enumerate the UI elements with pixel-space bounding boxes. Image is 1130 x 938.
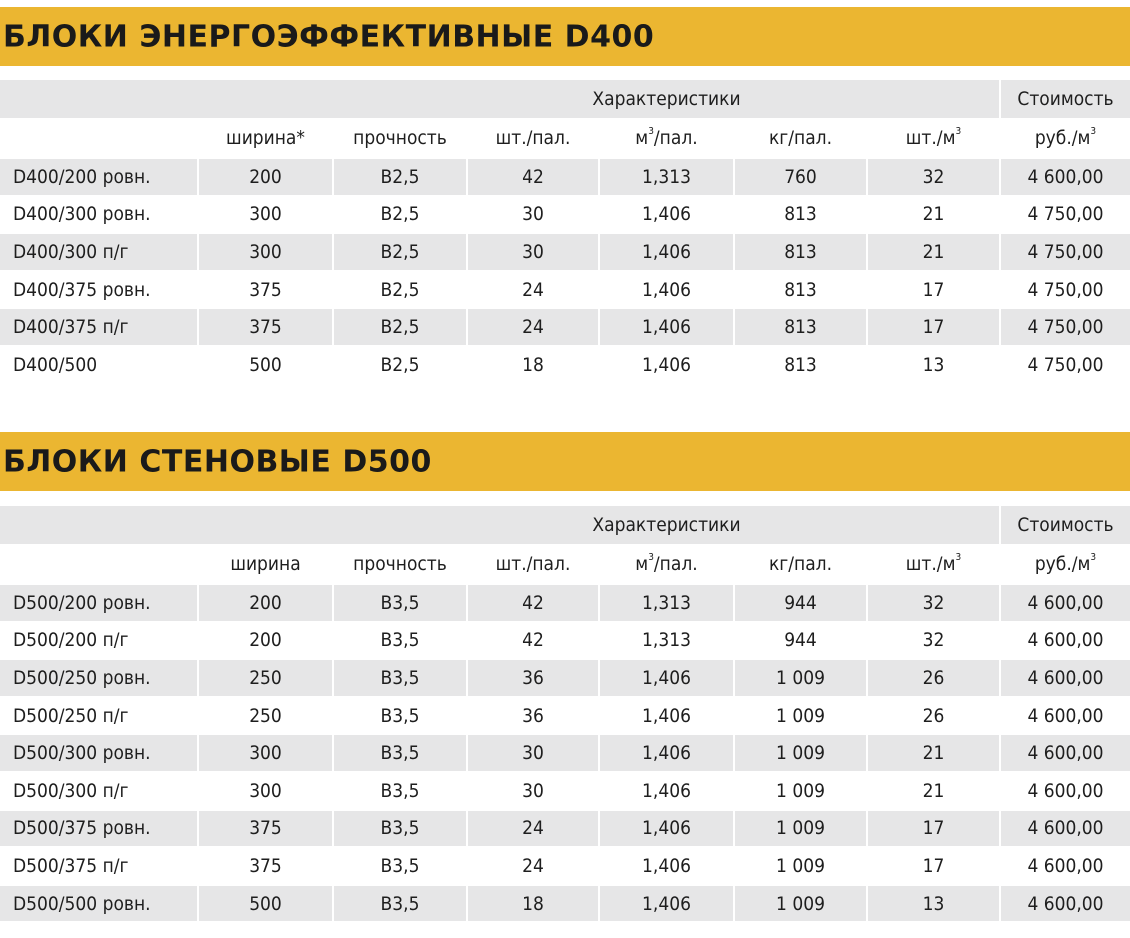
table-cell: 4 750,00 [1027, 278, 1104, 301]
table-cell: 21 [868, 234, 999, 270]
row-label: D400/300 ровн. [13, 203, 151, 226]
column-header: руб./м $^3$ [1034, 552, 1097, 575]
table-cell: 250 [199, 660, 332, 696]
table-cell: 300 [249, 779, 282, 802]
table-cell: 4 600,00 [1001, 735, 1130, 771]
table-cell: 30 [522, 203, 544, 226]
table-cell: 4 600,00 [1027, 854, 1104, 877]
table-cell: 1,406 [642, 779, 691, 802]
table-cell: 813 [735, 234, 866, 270]
table-cell: 375 [199, 309, 332, 345]
table-cell: 30 [522, 779, 544, 802]
column-header: прочность [353, 553, 447, 575]
column-header: ширина* [226, 127, 305, 149]
table-cell: 375 [199, 811, 332, 847]
table-cell: 1 009 [735, 811, 866, 847]
column-header: руб./м $^3$ [1034, 126, 1097, 149]
table-cell: 4 600,00 [1027, 629, 1104, 652]
table-cell: 1,406 [600, 234, 733, 270]
column-header: ширина [230, 553, 301, 575]
row-label: D500/300 ровн. [0, 735, 197, 771]
table-cell: 36 [468, 660, 598, 696]
row-label: D400/375 п/г [0, 309, 197, 345]
row-label: D500/300 п/г [13, 779, 129, 802]
table-cell: 1 009 [735, 735, 866, 771]
table-cell: 21 [868, 735, 999, 771]
table-cell: 32 [868, 585, 999, 621]
table-cell: 1,406 [600, 660, 733, 696]
table-cell: 36 [522, 704, 544, 727]
table-cell: 30 [468, 234, 598, 270]
table-cell: 42 [522, 629, 544, 652]
table-cell: 42 [468, 159, 598, 195]
table-cell: 813 [784, 203, 817, 226]
table-cell: 32 [868, 159, 999, 195]
column-header: прочность [353, 127, 447, 149]
table-cell: B3,5 [380, 779, 420, 802]
table-cell: 30 [468, 735, 598, 771]
table-cell: 1,406 [642, 704, 691, 727]
header-cost: Стоимость [1001, 80, 1130, 118]
row-label: D500/250 п/г [13, 704, 129, 727]
table-cell: 1 009 [735, 886, 866, 922]
table-cell: 200 [199, 159, 332, 195]
table-cell: 17 [868, 309, 999, 345]
table-cell: 4 600,00 [1001, 886, 1130, 922]
column-header: м $^3$ /пал. [635, 552, 698, 575]
table-cell: 1 009 [776, 854, 825, 877]
table-cell: 1,406 [600, 735, 733, 771]
column-header: шт./м $^3$ [905, 552, 962, 575]
section-banner-d500 [0, 432, 1130, 491]
table-cell: 1,406 [600, 886, 733, 922]
section-title: БЛОКИ СТЕНОВЫЕ D500 [3, 444, 432, 479]
table-cell: 13 [922, 353, 945, 376]
table-cell: B2,5 [380, 278, 420, 301]
table-cell: B2,5 [380, 203, 420, 226]
row-label: D500/375 п/г [13, 854, 129, 877]
header-characteristics: Характеристики [592, 514, 741, 536]
table-cell: 1,313 [600, 585, 733, 621]
row-label: D400/375 ровн. [13, 278, 151, 301]
table-cell: 944 [784, 629, 817, 652]
table-cell: B2,5 [334, 309, 466, 345]
table-cell: 813 [735, 309, 866, 345]
table-cell: 32 [922, 629, 945, 652]
row-label: D500/250 ровн. [0, 660, 197, 696]
table-cell: 4 600,00 [1001, 585, 1130, 621]
table-cell: B2,5 [380, 353, 420, 376]
column-header: шт./м $^3$ [905, 126, 962, 149]
table-cell: B3,5 [380, 629, 420, 652]
table-cell: 4 600,00 [1001, 159, 1130, 195]
table-cell: 1,406 [642, 353, 691, 376]
table-cell: 300 [199, 735, 332, 771]
table-cell: 4 600,00 [1001, 660, 1130, 696]
table-cell: 1,406 [642, 203, 691, 226]
table-cell: 13 [868, 886, 999, 922]
table-cell: 18 [468, 886, 598, 922]
table-cell: B2,5 [334, 159, 466, 195]
table-cell: 26 [868, 660, 999, 696]
column-header: кг/пал. [768, 553, 833, 575]
table-cell: 200 [249, 629, 282, 652]
table-cell: 1,406 [600, 811, 733, 847]
table-cell: 42 [468, 585, 598, 621]
table-cell: 813 [784, 278, 817, 301]
table-cell: 200 [199, 585, 332, 621]
table-cell: 1 009 [776, 779, 825, 802]
column-header: м $^3$ /пал. [635, 126, 698, 149]
table-cell: B3,5 [334, 735, 466, 771]
table-cell: 4 750,00 [1001, 234, 1130, 270]
header-characteristics: Характеристики [592, 88, 741, 110]
table-cell: 250 [249, 704, 282, 727]
row-label: D400/300 п/г [0, 234, 197, 270]
table-cell: 24 [468, 811, 598, 847]
table-cell: 1,313 [642, 629, 691, 652]
table-cell: B3,5 [380, 854, 420, 877]
table-cell: 17 [922, 278, 945, 301]
table-cell: B3,5 [334, 811, 466, 847]
table-cell: B3,5 [380, 704, 420, 727]
table-cell: 300 [249, 203, 282, 226]
table-cell: 760 [735, 159, 866, 195]
table-cell: B3,5 [334, 585, 466, 621]
table-cell: 813 [784, 353, 817, 376]
table-cell: 24 [522, 278, 544, 301]
table-cell: 1,406 [600, 309, 733, 345]
table-cell: 500 [249, 353, 282, 376]
table-cell: 1 009 [735, 660, 866, 696]
section-title: БЛОКИ ЭНЕРГОЭФФЕКТИВНЫЕ D400 [3, 19, 655, 54]
table-cell: 18 [522, 353, 544, 376]
table-cell: 1 009 [776, 704, 825, 727]
table-cell: 24 [468, 309, 598, 345]
row-label: D400/200 ровн. [0, 159, 197, 195]
row-label: D500/500 ровн. [0, 886, 197, 922]
table-cell: 21 [922, 203, 945, 226]
table-cell: 17 [868, 811, 999, 847]
table-cell: 1,313 [600, 159, 733, 195]
table-cell: 24 [522, 854, 544, 877]
table-cell: 4 600,00 [1027, 779, 1104, 802]
table-cell: 300 [199, 234, 332, 270]
table-cell: 1,406 [642, 854, 691, 877]
table-cell: 26 [922, 704, 945, 727]
table-cell: 375 [249, 278, 282, 301]
section-banner-d400 [0, 7, 1130, 66]
header-cost: Стоимость [1001, 506, 1130, 544]
table-cell: 944 [735, 585, 866, 621]
table-cell: 1,406 [642, 278, 691, 301]
table-cell: 500 [199, 886, 332, 922]
table-cell: 4 600,00 [1027, 704, 1104, 727]
table-cell: 21 [922, 779, 945, 802]
table-cell: 4 600,00 [1001, 811, 1130, 847]
column-header: кг/пал. [768, 127, 833, 149]
table-cell: B3,5 [334, 660, 466, 696]
row-label: D500/200 ровн. [0, 585, 197, 621]
row-label: D400/500 [13, 353, 98, 376]
table-cell: 17 [922, 854, 945, 877]
table-cell: 4 750,00 [1027, 353, 1104, 376]
row-label: D500/200 п/г [13, 629, 129, 652]
table-cell: 375 [249, 854, 282, 877]
table-cell: B2,5 [334, 234, 466, 270]
table-cell: 4 750,00 [1027, 203, 1104, 226]
table-cell: 4 750,00 [1001, 309, 1130, 345]
table-cell: B3,5 [334, 886, 466, 922]
row-label: D500/375 ровн. [0, 811, 197, 847]
column-header: шт./пал. [495, 127, 571, 149]
column-header: шт./пал. [495, 553, 571, 575]
